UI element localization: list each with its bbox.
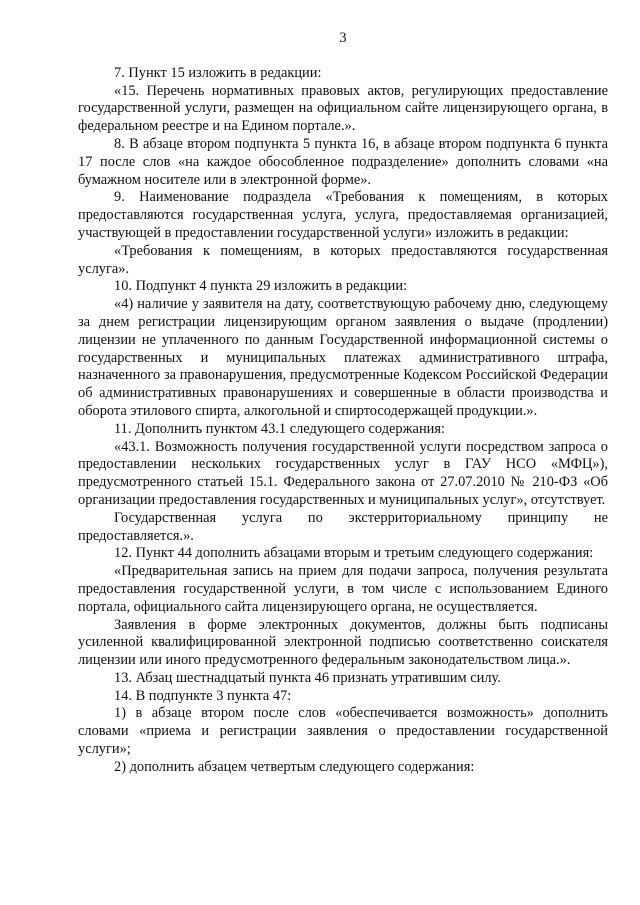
page-number: 3 (339, 30, 347, 46)
paragraph-item-43-1-cont: Государственная услуга по экстерриториальному принципу не предоставляется.». (78, 509, 608, 544)
paragraph-item-12-text-2: Заявления в форме электронных документов, должны быть подписаны усиленной квалифицированной электронной подписью соответственно соискателя лицензии или иного предусмотренного федеральным законодательством лица.». (78, 616, 608, 669)
paragraph-item-13: 13. Абзац шестнадцатый пункта 46 признать утратившим силу. (114, 669, 501, 686)
document-page (78, 30, 608, 777)
paragraph-item-11: 11. Дополнить пунктом 43.1 следующего содержания: (114, 420, 445, 437)
paragraph-item-12-text-1: «Предварительная запись на прием для подачи запроса, получения результата предоставления государственной услуги, в том числе с использованием Единого портала, официального сайта лицензирующего органа, не осуществляется. (78, 563, 608, 615)
paragraph-item-12: 12. Пункт 44 дополнить абзацами вторым и третьим следующего содержания: (114, 545, 594, 562)
paragraph-item-10: 10. Подпункт 4 пункта 29 изложить в редакции: (114, 278, 408, 295)
paragraph-item-14-2: 2) дополнить абзацем четвертым следующего содержания: (114, 758, 475, 775)
paragraph-item-10-text: «4) наличие у заявителя на дату, соответствующую рабочему дню, следующему за днем регистрации лицензирующим органом заявления о выдаче (продлении) лицензии не уплаченного по данным Государственной информационной системы о государственных и муниципальных платежах административного штрафа, назначенного за правонарушения, предусмотренные Кодексом Российской Федерации об административных правонарушениях и совершенные в области производства и оборота этилового спирта, алкогольной и спиртосодержащей продукции.». (78, 296, 608, 419)
paragraph-item-43-1: «43.1. Возможность получения государственной услуги посредством запроса о предоставлении нескольких государственных услуг в ГАУ НСО «МФЦ»), предусмотренного статьей 15.1. Федерального закона от 27.07.2010 № 210-ФЗ «Об организации предоставления государственных и муниципальных услуг», отсутствует. (78, 438, 608, 508)
paragraph-item-7: 7. Пункт 15 изложить в редакции: (114, 64, 322, 81)
paragraph-item-9: 9. Наименование подраздела «Требования к помещениям, в которых предоставляются государственная услуга, услуга, предоставляемая организацией, участвующей в предоставлении государственной услуги» изложить в редакции: (78, 189, 608, 241)
paragraph-item-14-1: 1) в абзаце втором после слов «обеспечивается возможность» дополнить словами «приема и регистрации заявления о предоставлении государственной услуги»; (78, 705, 608, 758)
paragraph-item-8: 8. В абзаце втором подпункта 5 пункта 16, в абзаце втором подпункта 6 пункта 17 после слов «на каждое обособленное подразделение» дополнить словами «на бумажном носителе или в электронной форме». (78, 135, 608, 188)
paragraph-item-14: 14. В подпункте 3 пункта 47: (114, 687, 292, 704)
paragraph-item-9-text: «Требования к помещениям, в которых предоставляются государственная услуга». (78, 242, 608, 277)
paragraph-item-15-text: «15. Перечень нормативных правовых актов, регулирующих предоставление государственной услуги, размещен на официальном сайте лицензирующего органа, в федеральном реестре и на Едином портале.». (78, 82, 608, 135)
